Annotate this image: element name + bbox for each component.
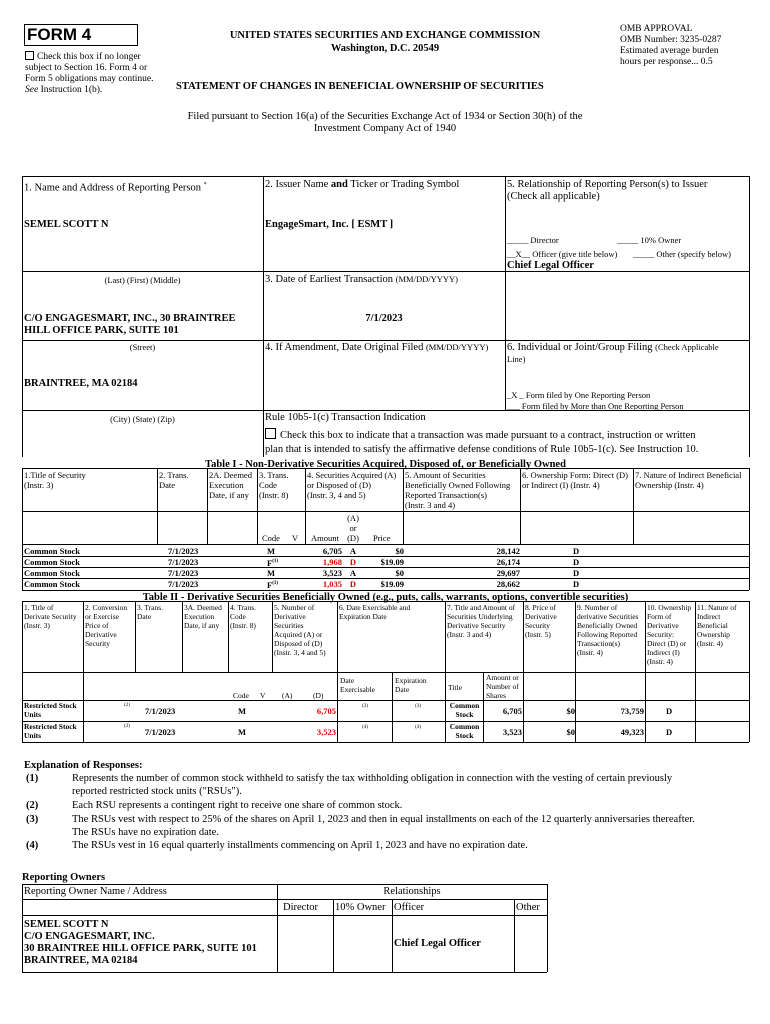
table1-bottom (22, 590, 749, 591)
box3-label: 3. Date of Earliest Transaction (MM/DD/YYYY) (265, 274, 458, 285)
t2-row-d: 6,705 (316, 706, 336, 716)
t2-row-exp: (4) (415, 725, 421, 730)
footnote-text-cont: The RSUs have no expiration date. (72, 827, 219, 838)
t2-h5: 5. Number of Derivative Securities Acquired (A) or Disposed of (D) (Instr. 3, 4 and 5) (274, 603, 326, 657)
t2-sub-title: Title (448, 683, 462, 692)
t1-h4: 4. Securities Acquired (A) or Disposed of (D) (Instr. 3, 4 and 5) (307, 470, 397, 500)
t1-row-code: M (267, 568, 276, 578)
t1-row-amount: 1,035 (322, 579, 342, 589)
reporting-person-city: BRAINTREE, MA 02184 (24, 378, 138, 389)
officer-title: Chief Legal Officer (507, 260, 594, 271)
box1-street-divider (22, 340, 263, 341)
owners-col-ten-label: 10% Owner (335, 902, 386, 913)
reporting-person-name: SEMEL SCOTT N (24, 219, 109, 230)
t1-row-title: Common Stock (24, 546, 80, 556)
t1-h3: 3. Trans. Code (Instr. 8) (259, 470, 289, 500)
owners-col-relationships: Relationships (383, 886, 441, 897)
t1-row-date: 7/1/2023 (168, 579, 199, 589)
t1-row-owned: 28,142 (496, 546, 520, 556)
t1-row-aord: D (349, 579, 357, 589)
t2-row-conv: (2) (124, 724, 130, 729)
t1-row-title: Common Stock (24, 568, 80, 578)
t2-row-ul-title: Common Stock (449, 701, 480, 719)
t1-col-right (749, 468, 750, 590)
t1-row-amount: 6,705 (322, 546, 342, 556)
t2-row-exp: (3) (415, 704, 421, 709)
t2-row-ul-amount: 3,523 (502, 727, 522, 737)
table2-row-divider (22, 721, 749, 722)
table1-header-bottom (22, 544, 749, 545)
owners-col-other-label: Other (516, 902, 540, 913)
t1-row-amount: 3,523 (322, 568, 342, 578)
t1-row-form: D (573, 568, 580, 578)
multiple-reporting-persons-option[interactable]: ___ Form filed by More than One Reporting Person (507, 401, 684, 411)
earliest-transaction-date: 7/1/2023 (365, 313, 403, 324)
t1-row-price: $0 (395, 546, 404, 556)
t1-h6: 6. Ownership Form: Direct (D) or Indirect (I) (Instr. 4) (522, 470, 628, 490)
t1-header-divider (22, 511, 749, 512)
t1-row-title: Common Stock (24, 579, 80, 589)
owners-col-ten (333, 899, 334, 972)
t1-row-price: $0 (395, 568, 404, 578)
t2-col-5 (272, 601, 273, 672)
t1-row-date: 7/1/2023 (168, 557, 199, 567)
t2-h7: 7. Title and Amount of Securities Underlying Derivative Security (Instr. 3 and 4) (447, 603, 516, 639)
t2-sub-exer: Date Exercisable (340, 676, 375, 694)
owners-col-other (514, 899, 515, 972)
t2-row-form: D (666, 727, 673, 737)
t2-col-6b (392, 672, 393, 742)
box6-label: 6. Individual or Joint/Group Filing (Check Applicable Line) (507, 342, 719, 364)
t2-h9: 9. Number of derivative Securities Beneficially Owned Following Reported Transaction(s) (Instr. 4) (577, 603, 639, 657)
box1-label: 1. Name and Address of Reporting Person * (24, 182, 207, 194)
t2-row-date: 7/1/2023 (145, 706, 176, 716)
t1-h2a: 2A. Deemed Execution Date, if any (209, 470, 252, 500)
t1-h7: 7. Nature of Indirect Beneficial Ownership (Instr. 4) (635, 470, 742, 490)
t2-sub-code: Code (233, 691, 249, 700)
t1-row-code-footnote[interactable]: (1) (272, 581, 279, 586)
t2-h2: 2. Conversion or Exercise Price of Derivative Security (85, 603, 128, 648)
t2-header-divider (22, 672, 749, 673)
reporting-owners-heading: Reporting Owners (22, 872, 106, 883)
officer-option[interactable]: __X__ Officer (give title below) (507, 249, 618, 259)
t2-h3: 3. Trans. Date (137, 603, 164, 621)
t2-sub-a: (A) (282, 691, 293, 700)
owners-col-name: Reporting Owner Name / Address (24, 886, 167, 897)
t1-row-code: M (267, 546, 276, 556)
t2-h6: 6. Date Exercisable and Expiration Date (339, 603, 411, 621)
t1-h1: 1.Title of Security (Instr. 3) (24, 470, 86, 490)
rule-10b5-text: Check this box to indicate that a transaction was made pursuant to a contract, instruction or written plan that is intended to satisfy the affirmative defense conditions of Rule 10b5-1(c). See Instruction 10. (265, 430, 699, 455)
footnote-number: (3) (26, 814, 39, 825)
boxes-right-border (749, 176, 750, 457)
t1-sub-amount: Amount (311, 533, 339, 543)
t2-row-ul-amount: 6,705 (502, 706, 522, 716)
owners-bottom (22, 972, 547, 973)
t1-h2: 2. Trans. Date (159, 470, 189, 490)
ten-percent-owner-option[interactable]: _____ 10% Owner (617, 235, 682, 245)
t2-row-owned: 49,323 (620, 727, 644, 737)
t1-row-amount: 1,968 (322, 557, 342, 567)
no-longer-subject-note: Check this box if no longer subject to Section 16. Form 4 or Form 5 obligations may continue. See Instruction 1(b). (25, 52, 154, 95)
t2-row-conv: (2) (124, 703, 130, 708)
t1-col-4 (305, 468, 306, 544)
statement-title: STATEMENT OF CHANGES IN BENEFICIAL OWNERSHIP OF SECURITIES (176, 81, 544, 92)
explanation-heading: Explanation of Responses: (24, 760, 143, 771)
t2-h1: 1. Title of Derivate Security (Instr. 3) (24, 603, 77, 630)
owners-col-officer-label: Officer (394, 902, 425, 913)
footnote-text: Each RSU represents a contingent right to receive one share of common stock. (72, 800, 403, 811)
t2-row-date: 7/1/2023 (145, 727, 176, 737)
t1-col-left (22, 468, 23, 590)
t1-h5: 5. Amount of Securities Beneficially Owned Following Reported Transaction(s) (Instr. 3 and 4) (405, 470, 511, 510)
filed-pursuant: Filed pursuant to Section 16(a) of the Securities Exchange Act of 1934 or Section 30(h) of the Investment Company Act of 1940 (187, 111, 583, 134)
t2-row-owned: 73,759 (620, 706, 644, 716)
t2-row-title: Restricted Stock Units (24, 701, 77, 719)
box1-name-divider (22, 271, 263, 272)
owners-col-officer (392, 899, 393, 972)
t2-row-ul-title: Common Stock (449, 722, 480, 740)
t2-col-3a (182, 601, 183, 672)
box5-label: 5. Relationship of Reporting Person(s) to Issuer (Check all applicable) (507, 179, 708, 202)
t1-row-form: D (573, 557, 580, 567)
t2-row-exer: (4) (362, 725, 368, 730)
t1-row-form: D (573, 546, 580, 556)
t1-row-price: $19.09 (380, 557, 404, 567)
t2-row-title: Restricted Stock Units (24, 722, 77, 740)
t1-row-owned: 28,662 (496, 579, 520, 589)
t2-h3a: 3A. Deemed Execution Date, if any (184, 603, 222, 630)
t2-col-right (749, 601, 750, 742)
t2-sub-v: V (260, 691, 266, 700)
table2-title: Table II - Derivative Securities Beneficially Owned (e.g., puts, calls, warrants, options, convertible securities) (142, 592, 629, 603)
footnote-text: The RSUs vest in 16 equal quarterly installments commencing on April 1, 2023 and have no expiration date. (72, 840, 528, 851)
t1-row-code: $F^{(1)}$ (267, 579, 279, 590)
name-caption: (Last) (First) (Middle) (104, 275, 181, 285)
footnote-text: The RSUs vest with respect to 25% of the shares on April 1, 2023 and then in equal installments on each of the 12 quarterly anniversaries thereafter. (72, 814, 695, 825)
box2-label: 2. Issuer Name and Ticker or Trading Symbol (265, 179, 460, 190)
box2-bottom-border (263, 271, 505, 272)
t2-row-form: D (666, 706, 673, 716)
footnote-text: Represents the number of common stock withheld to satisfy the tax withholding obligation in connection with the vesting of certain previously (72, 773, 673, 784)
t1-sub-code: Code (262, 533, 280, 543)
t1-row-code: $F^{(1)}$ (267, 557, 279, 568)
t2-row-price: $0 (566, 727, 575, 737)
owners-col-left (22, 884, 23, 972)
t2-row-d: 3,523 (316, 727, 336, 737)
t2-h11: 11. Nature of Indirect Beneficial Ownership (Instr. 4) (697, 603, 737, 648)
table1-top (22, 468, 749, 469)
t1-col-3 (257, 468, 258, 544)
box5-left-border (505, 176, 506, 410)
t1-sub-price: Price (373, 533, 391, 543)
box4-label: 4. If Amendment, Date Original Filed (MM/DD/YYYY) (265, 342, 489, 353)
table2-bottom (22, 742, 749, 743)
footnote-number: (4) (26, 840, 39, 851)
one-reporting-person-option[interactable]: _X _ Form filed by One Reporting Person (507, 390, 651, 400)
t2-row-code: M (238, 706, 247, 716)
t1-col-5 (403, 468, 404, 544)
t1-row-owned: 26,174 (496, 557, 520, 567)
t1-col-6 (520, 468, 521, 544)
t2-row-exer: (3) (362, 704, 368, 709)
rule-10b5-title: Rule 10b5-1(c) Transaction Indication (265, 412, 426, 423)
t2-col-4 (228, 601, 229, 672)
no-longer-subject-checkbox[interactable] (25, 51, 34, 60)
table2-top (22, 601, 749, 602)
t2-h10: 10. Ownership Form of Derivative Security: Direct (D) or Indirect (I) (Instr. 4) (647, 603, 692, 666)
omb-approval: OMB APPROVAL OMB Number: 3235-0287 Estimated average burden hours per response... 0.5 (620, 24, 722, 67)
director-option[interactable]: _____ Director (507, 235, 559, 245)
t1-row-date: 7/1/2023 (168, 568, 199, 578)
t1-row-title: Common Stock (24, 557, 80, 567)
boxes-top-border (22, 176, 749, 177)
owners-header-mid (22, 899, 547, 900)
footnote-number: (1) (26, 773, 39, 784)
t1-sub-v: V (292, 533, 299, 543)
owners-col-director-label: Director (283, 902, 318, 913)
t2-sub-exp: Expiration Date (395, 676, 427, 694)
footnote-number: (2) (26, 800, 39, 811)
t1-row-date: 7/1/2023 (168, 546, 199, 556)
owner-officer-title: Chief Legal Officer (394, 938, 481, 949)
box3-bottom-border (263, 340, 749, 341)
t2-row-price: $0 (566, 706, 575, 716)
t1-row-code-footnote[interactable]: (1) (272, 559, 279, 564)
city-caption: (City) (State) (Zip) (110, 414, 175, 424)
table2-header-bottom (22, 700, 749, 701)
reporting-person-street: C/O ENGAGESMART, INC., 30 BRAINTREE HILL OFFICE PARK, SUITE 101 (24, 313, 236, 336)
t1-row-aord: D (349, 557, 357, 567)
t1-col-2 (157, 468, 158, 544)
t1-sub-aord: (A) or (D) (347, 513, 359, 543)
t2-h4: 4. Trans. Code (Instr. 8) (230, 603, 257, 630)
issuer-name: EngageSmart, Inc. [ ESMT ] (265, 219, 394, 230)
t2-row-code: M (238, 727, 247, 737)
footnote-text-cont: reported restricted stock units ("RSUs"). (72, 786, 242, 797)
rule-10b5-checkbox[interactable] (265, 428, 276, 439)
owners-header-bottom (22, 915, 547, 916)
agency-name: UNITED STATES SECURITIES AND EXCHANGE COMMISSION (229, 30, 541, 41)
owners-top (22, 884, 547, 885)
other-option[interactable]: _____ Other (specify below) (633, 249, 731, 259)
owner-address: SEMEL SCOTT N C/O ENGAGESMART, INC. 30 BRAINTREE HILL OFFICE PARK, SUITE 101 BRAINTREE, MA 02184 (24, 919, 257, 966)
t2-sub-amount: Amount or Number of Shares (486, 673, 519, 700)
t1-row-aord: A (349, 546, 357, 556)
t2-h8: 8. Price of Derivative Security (Instr. 5) (525, 603, 557, 639)
t1-row-aord: A (349, 568, 357, 578)
t1-row-owned: 29,697 (496, 568, 520, 578)
t1-row-form: D (573, 579, 580, 589)
agency-location: Washington, D.C. 20549 (330, 43, 440, 54)
table1-title: Table I - Non-Derivative Securities Acquired, Disposed of, or Beneficially Owned (205, 459, 566, 470)
street-caption: (Street) (129, 342, 156, 352)
t2-col-3 (135, 601, 136, 672)
form-title: FORM 4 (27, 25, 92, 44)
t1-row-price: $19.09 (380, 579, 404, 589)
t2-sub-d: (D) (313, 691, 324, 700)
owners-col-right (547, 884, 548, 972)
t1-col-2a (207, 468, 208, 544)
